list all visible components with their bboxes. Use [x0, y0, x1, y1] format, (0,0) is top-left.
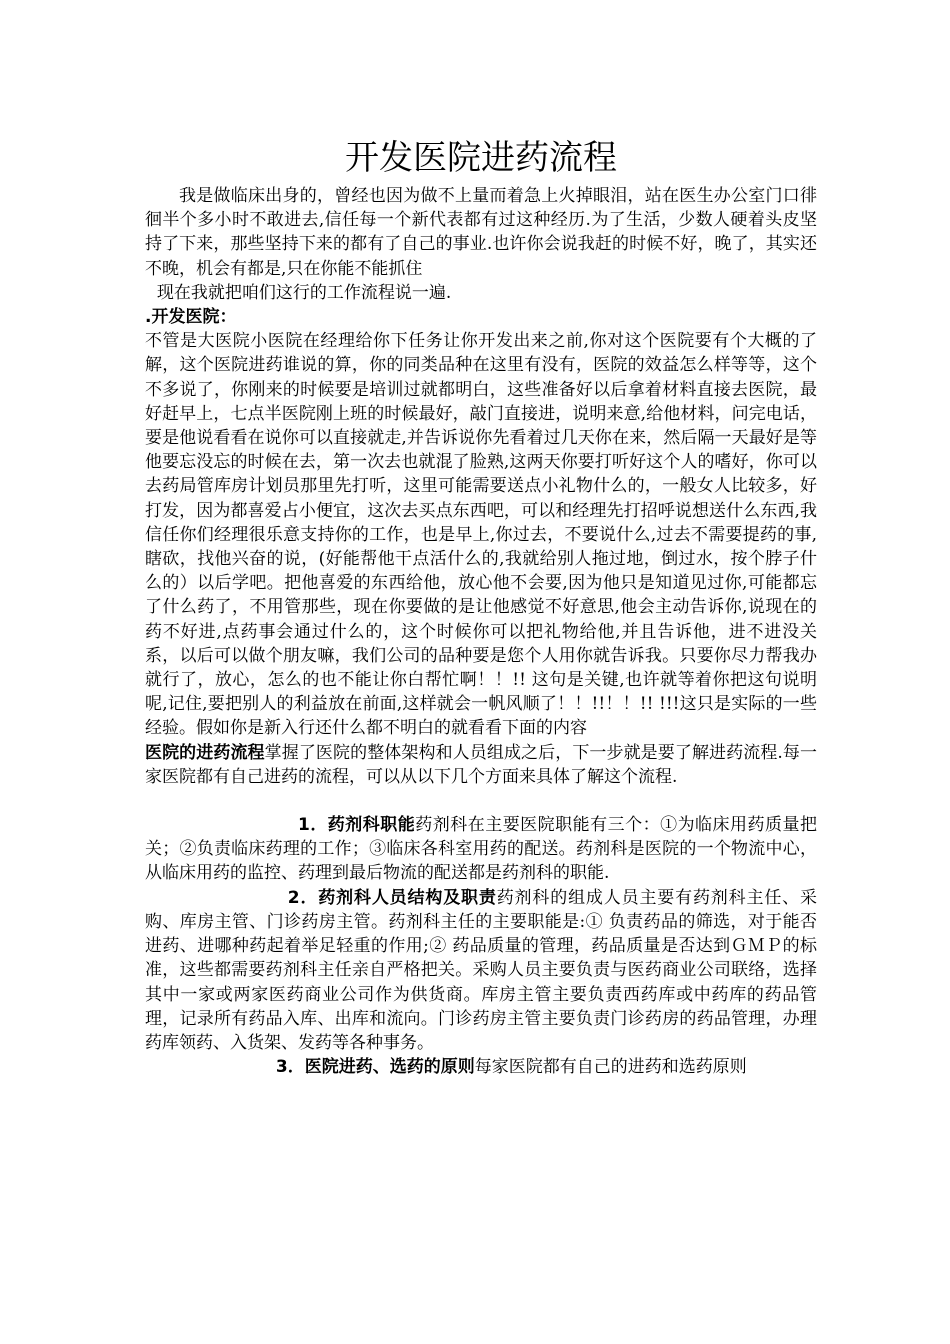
document-title: 开发医院进药流程: [345, 138, 617, 178]
item-1-text: 药剂科在主要医院职能有三个：①为临床用药质量把关；②负责临床药理的工作；③临床各科室用药的配送。药剂科是医院的一个物流中心，从临床用药的监控、药理到最后物流的配送都是药剂科的职能.: [145, 815, 817, 884]
item-1-label: 1．药剂科职能: [298, 815, 416, 836]
item-2-label: 2．药剂科人员结构及职责: [287, 887, 497, 908]
document-page: [145, 124, 817, 1079]
spacer: [145, 789, 817, 813]
intro-paragraph: 我是做临床出身的，曾经也因为做不上量而着急上火掉眼泪，站在医生办公室门口徘徊半个多小时不敢进去,信任每一个新代表都有过这种经历.为了生活，少数人硬着头皮坚持了下来，那些坚持下来的都有了自己的事业.也许你会说我赶的时候不好，晚了，其实还不晚，机会有都是,只在你能不能抓住: [145, 186, 817, 279]
section-label: .开发医院：: [145, 307, 237, 328]
flow-paragraph: [145, 741, 817, 789]
body-paragraph: 不管是大医院小医院在经理给你下任务让你开发出来之前,你对这个医院要有个大概的了解，这个医院进药谁说的算，你的同类品种在这里有没有，医院的效益怎么样等等，这个不多说了，你刚来的时候要是培训过就都明白，这些准备好以后拿着材料直接去医院，最好赶早上，七点半医院刚上班的时候最好，敲门直接进，说明来意,给他材料，问完电话，要是他说看看在说你可以直接就走,并告诉说你先看着过几天你在来，然后隔一天最好是等他要忘没忘的时候在去，第一次去也就混了脸熟,这两天你要打听好这个人的嗜好，你可以去药局管库房计划员那里先打听，这里可能需要送点小礼物什么的，一般女人比较多，好打发，因为都喜爱占小便宜，这次去买点东西吧，可以和经理先打招呼说想送什么东西,我信任你们经理很乐意支持你的工作，也是早上,你过去，不要说什么,过去不需要提药的事,瞎砍，找他兴奋的说，(好能帮他干点活什么的,我就给别人拖过地，倒过水，按个脖子什么的）以后学吧。把他喜爱的东西给他，放心他不会要,因为他只是知道见过你,可能都忘了什么药了，不用管那些，现在你要做的是让他感觉不好意思,他会主动告诉你,说现在的药不好进,点药事会通过什么的，这个时候你可以把礼物给他,并且告诉他，进不进没关系，以后可以做个朋友嘛，我们公司的品种要是您个人用你就告诉我。只要你尽力帮我办就行了，放心，怎么的也不能让你白帮忙啊！！!! 这句是关键,也许就等着你把这句说明呢,记住,要把别人的利益放在前面,这样就会一帆风顺了！！!!！！!! !!!这只是实际的一些经验。假如你是新入行还什么都不明白的就看看下面的内容: [145, 331, 817, 739]
section-heading: [145, 305, 817, 329]
item-2-text: 药剂科的组成人员主要有药剂科主任、采购、库房主管、门诊药房主管。药剂科主任的主要职能是:① 负责药品的筛选，对于能否进药、进哪种药起着举足轻重的作用;② 药品质量的管理，药品质量是否达到ＧＭＰ的标准，这些都需要药剂科主任亲自严格把关。采购人员主要负责与医药商业公司联络，选择其中一家或两家医药商业公司作为供货商。库房主管主要负责西药库或中药库的药品管理，记录所有药品入库、出库和流向。门诊药房主管主要负责门诊药房的药品管理，办理药库领药、入货架、发药等各种事务。: [145, 887, 818, 1053]
flow-text: 掌握了医院的整体架构和人员组成之后，下一步就是要了解进药流程.每一家医院都有自己进药的流程，可以从以下几个方面来具体了解这个流程.: [145, 742, 818, 787]
flow-label: 医院的进药流程: [145, 742, 265, 763]
item-1-paragraph: [145, 813, 817, 886]
item-3-label: 3．医院进药、选药的原则: [275, 1057, 475, 1078]
item-3-paragraph: [145, 1055, 817, 1079]
item-2-paragraph: [145, 886, 817, 1055]
item-3-text: 每家医院都有自己的进药和选药原则: [474, 1057, 747, 1078]
intro-paragraph-2: 现在我就把咱们这行的工作流程说一遍.: [156, 282, 452, 303]
